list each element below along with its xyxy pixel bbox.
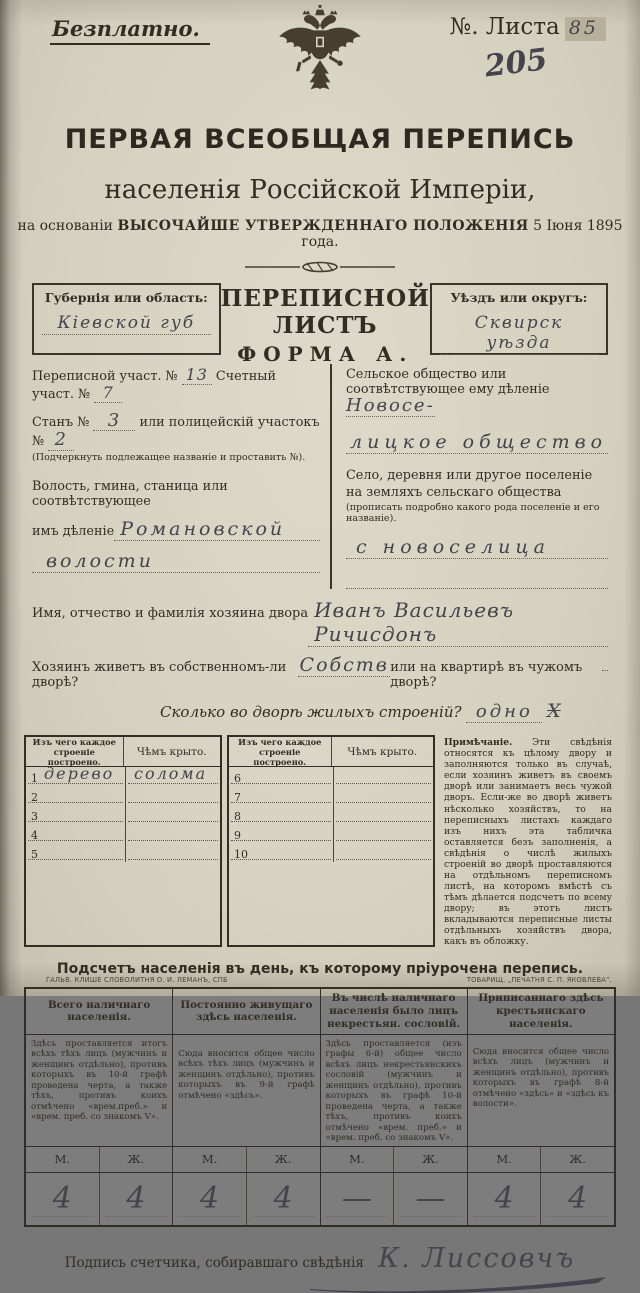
female-label: Ж.: [274, 1152, 292, 1167]
signature-label: Подпись счетчика, собиравшаго свѣдѣнія: [64, 1254, 364, 1271]
own-house-value: Собств: [299, 654, 389, 677]
male-count: 4: [26, 1173, 100, 1225]
province-value: Кіевской губ: [42, 313, 211, 335]
census-subtitle: населенія Россійской Имперіи,: [104, 175, 536, 205]
female-count: 4: [247, 1173, 320, 1225]
female-label: Ж.: [569, 1152, 586, 1167]
society-value-line1: Новосе-: [346, 395, 435, 416]
rent-label: или на квартирѣ въ чужомъ дворѣ?: [390, 660, 583, 691]
district-value: Сквирск уѣзда: [440, 313, 598, 355]
column-header: Приписаннаго здѣсь крестьянскаго населенія.: [468, 989, 614, 1035]
column-note: Здѣсь проставляется (изъ графы 6-й) общее число всѣхъ лицъ некрестьянскихъ сословій (мужчинъ и женщинъ отдѣльно), противъ которыхъ въ графѣ 10-й проведена черта, а также тѣхъ, противъ коихъ отмѣчено «врем. преб.» и «врем. преб. со знакомъ V».: [321, 1035, 467, 1147]
roof-header: Чѣмъ крыто.: [331, 737, 434, 766]
count-section-title: Подсчетъ населенія въ день, къ которому пріурочена перепись.: [56, 960, 584, 977]
left-field-column: [32, 364, 332, 589]
roof-value: солома: [134, 764, 208, 784]
society-label: Сельское общество или соотвѣтствующее ему дѣленіе: [346, 367, 550, 397]
column-header: Въ числѣ наличнаго населенія было лицъ некрестьян. сословій.: [321, 989, 467, 1035]
field-area: [0, 364, 640, 589]
law-reference-line: [0, 218, 640, 250]
column-header: Постоянно живущаго здѣсь населенія.: [173, 989, 319, 1035]
imperial-eagle-emblem: [272, 4, 368, 112]
form-title-line1: ПЕРЕПИСНОЙ ЛИСТЪ: [220, 285, 430, 339]
buildings-section: [0, 735, 640, 947]
count-column-nonpeasant: [321, 989, 468, 1225]
sheet-number-handwritten: 205: [483, 42, 550, 85]
province-label: Губернія или область:: [44, 290, 208, 305]
male-count: 4: [468, 1173, 542, 1225]
female-label: Ж.: [127, 1152, 145, 1167]
volost-label-line1: Волость, гмина, станица или соотвѣтствующее: [32, 479, 228, 510]
row-number: 4: [31, 829, 38, 843]
law-caps-text: ВЫСОЧАЙШЕ УТВЕРЖДЕННАГО ПОЛОЖЕНІЯ: [117, 218, 529, 234]
free-of-charge-label: Безплатно.: [50, 16, 210, 45]
row-number: 8: [234, 810, 241, 824]
law-pre-text: на основаніи: [17, 218, 118, 234]
male-count: 4: [173, 1173, 247, 1225]
note-label: Примѣчаніе.: [444, 737, 513, 749]
volost-label-line2: имъ дѣленіе: [32, 524, 115, 540]
printer-right: ТОВАРИЩ. „ПЕЧАТНЯ С. П. ЯКОВЛЕВА”.: [466, 976, 612, 984]
sheet-number-value: 85: [565, 17, 606, 41]
stan-row: [32, 409, 320, 452]
column-header: Всего наличнаго населенія.: [26, 989, 172, 1035]
building-row: [229, 824, 433, 843]
district-label: Уѣздъ или округъ:: [450, 290, 588, 305]
female-label: Ж.: [422, 1152, 439, 1167]
dwellings-crossed-mark: Х: [547, 700, 561, 723]
building-row: [26, 764, 220, 786]
dwellings-label: Сколько во дворѣ жилыхъ строеній?: [160, 703, 462, 722]
row-number: 5: [31, 848, 38, 862]
dwellings-row: [0, 700, 640, 723]
building-row: [229, 805, 433, 824]
enumerator-signature: К. Лиссовчъ: [378, 1242, 576, 1274]
row-number: 7: [234, 791, 241, 805]
buildings-table-left: [24, 735, 222, 947]
divider-ornament-icon: [245, 258, 395, 277]
form-header: [0, 283, 640, 366]
society-row: [346, 367, 608, 417]
sheet-number-label: №. Листа: [449, 14, 560, 40]
building-row: [26, 824, 220, 843]
row-number: 2: [31, 791, 38, 805]
police-value: 2: [48, 431, 74, 451]
male-label: М.: [321, 1147, 395, 1172]
column-note: Сюда вносится общее число всѣхъ тѣхъ лицъ (мужчинъ и женщинъ отдѣльно), противъ которыхъ въ 9-й графѣ отмѣчено «здѣсь».: [173, 1035, 319, 1147]
census-part-row: [32, 367, 320, 403]
count-part-value: 7: [94, 385, 122, 403]
own-house-label: Хозяинъ живетъ въ собственномъ-ли дворѣ?: [32, 660, 287, 691]
row-number: 3: [31, 810, 38, 824]
roof-header: Чѣмъ крыто.: [123, 737, 221, 766]
building-row: [26, 786, 220, 805]
village-value: с новоселица: [346, 536, 608, 559]
row-number: 10: [234, 848, 248, 862]
note-paragraph: [435, 735, 616, 947]
male-count: —: [321, 1173, 395, 1225]
owner-value: Иванъ Васильевъ Ричисдонъ: [308, 598, 608, 647]
sheet-number-block: [449, 14, 606, 83]
row-number: 9: [234, 829, 241, 843]
volost-row: [32, 518, 320, 541]
count-part-label: Счетный участ. №: [32, 369, 276, 402]
male-label: М.: [173, 1147, 247, 1172]
building-row: [229, 843, 433, 862]
rent-value-empty: [602, 670, 608, 671]
building-row: [26, 843, 220, 862]
census-main-title: ПЕРВАЯ ВСЕОБЩАЯ ПЕРЕПИСЬ: [64, 124, 576, 155]
count-column-total: [26, 989, 173, 1225]
underline-instruction: (Подчеркнуть подлежащее названіе и проставить №).: [32, 452, 306, 464]
owner-label: Имя, отчество и фамилія хозяина двора: [32, 606, 309, 622]
row-number: 1: [31, 772, 38, 786]
printer-imprints: [46, 976, 612, 984]
building-row: [26, 805, 220, 824]
volost-value-line2: волости: [32, 550, 320, 573]
top-row: [0, 0, 640, 104]
empty-dotted-line: [346, 569, 608, 589]
female-count: —: [394, 1173, 467, 1225]
form-title-line2: ФОРМА А.: [237, 342, 414, 366]
note-text: Эти свѣдѣнія относятся къ цѣлому двору и заполняются только въ случаѣ, если хозяинъ живетъ въ своемъ дворѣ или занимаетъ весь чужой дворъ. Если-же во дворѣ живетъ нѣсколько хозяйствъ, то на переписныхъ листахъ каждаго изъ нихъ эта табличка оставляется безъ заполненія, а свѣдѣнія о числѣ жилыхъ строеній во дворѣ проставляются на отдѣльномъ переписномъ листѣ, на которомъ вмѣстѣ съ тѣмъ дѣлается подсчетъ по всему двору; въ этотъ листъ вкладываются переписные листы отдѣльныхъ хозяйствъ двора, какъ въ обложку.: [444, 737, 612, 947]
double-headed-eagle-icon: [272, 4, 368, 108]
law-post-text: 5 Іюня 1895 года.: [301, 218, 623, 250]
village-sublabel: (прописать подробно какого рода поселеніе и его названіе).: [346, 502, 600, 525]
signature-flourish: [310, 1273, 610, 1293]
female-count: 4: [100, 1173, 173, 1225]
volost-value-line1: Романовской: [114, 518, 320, 541]
form-title-block: [220, 283, 430, 366]
male-label: М.: [468, 1147, 542, 1172]
material-value: дерево: [44, 764, 115, 784]
stan-value: 3: [93, 412, 135, 432]
census-part-label: Переписной участ. №: [32, 369, 178, 384]
own-house-row: [0, 656, 640, 690]
buildings-table-right: [227, 735, 435, 947]
column-note: Сюда вносится общее число всѣхъ лицъ (мужчинъ и женщинъ отдѣльно), противъ которыхъ въ графѣ 8-й отмѣчено «здѣсь» и «здѣсь къ волости».: [468, 1035, 614, 1147]
signature-row: [0, 1243, 640, 1274]
owner-row: [0, 598, 640, 647]
column-note: Здѣсь проставляется итогъ всѣхъ тѣхъ лицъ (мужчинъ и женщинъ отдѣльно), противъ которыхъ въ 10-й графѣ проведена черта, а также тѣхъ, противъ коихъ отмѣчено «врем.преб.» и «врем. преб. со знакомъ V».: [26, 1035, 172, 1147]
building-row: [229, 786, 433, 805]
society-value-line2: лицкое общество: [346, 431, 608, 454]
material-header: Изъ чего каждое строеніе построено.: [32, 736, 116, 767]
province-box: [32, 283, 221, 355]
building-row: [229, 767, 433, 786]
female-count: 4: [541, 1173, 614, 1225]
district-box: [430, 283, 608, 355]
dwellings-value: одно: [466, 703, 542, 723]
village-label: Село, деревня или другое поселеніе на земляхъ сельскаго общества: [346, 467, 593, 501]
count-table: [24, 987, 616, 1227]
police-label: или полицейскій участокъ №: [32, 414, 320, 450]
count-column-permanent: [173, 989, 320, 1225]
male-label: М.: [26, 1147, 100, 1172]
stan-label: Станъ №: [32, 414, 90, 430]
material-header: Изъ чего каждое строеніе построено.: [238, 736, 322, 767]
count-column-registered: [468, 989, 614, 1225]
printer-left: ГАЛЬВ. КЛИШЕ СЛОВОЛИТНЯ О. И. ЛЕМАНЪ, СПБ: [46, 976, 228, 984]
row-number: 6: [234, 772, 241, 786]
right-field-column: [332, 364, 608, 589]
census-part-value: 13: [182, 367, 212, 385]
